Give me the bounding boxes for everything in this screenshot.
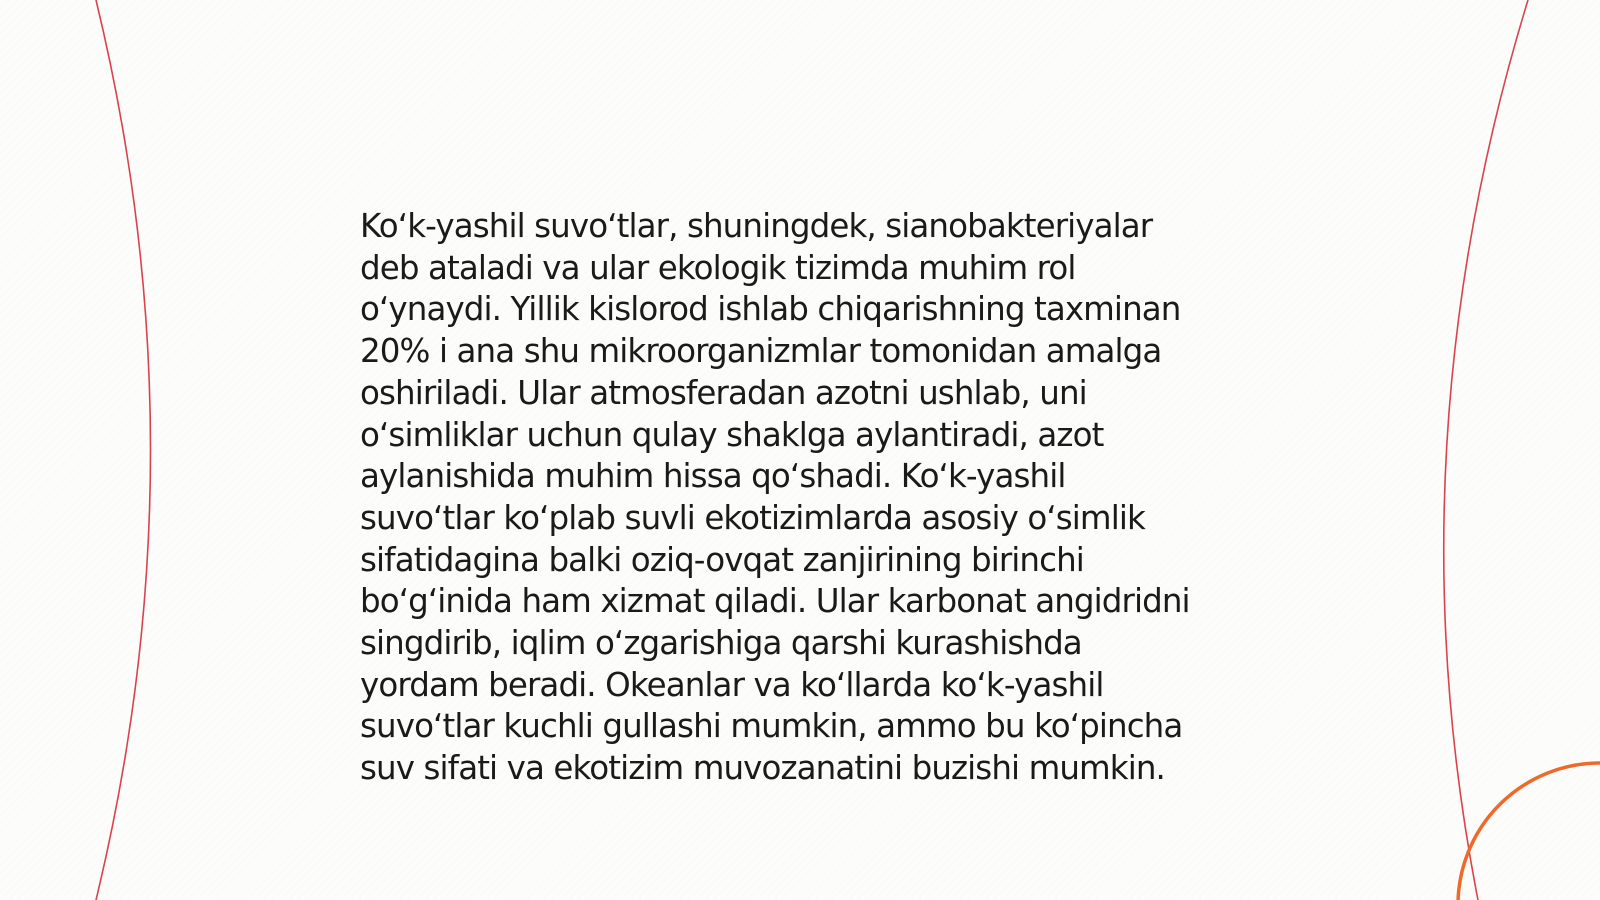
body-paragraph: Ko‘k-yashil suvo‘tlar, shuningdek, sianobakteriyalar deb ataladi va ular ekologik tizimda muhim rol o‘ynaydi. Yillik kislorod ishlab chiqarishning taxminan 20% i ana shu mikroorganizmlar tomonidan amalga oshiriladi. Ular atmosferadan azotni ushlab, uni o‘simliklar uchun qulay shaklga aylantiradi, azot aylanishida muhim hissa qo‘shadi. Ko‘k-yashil suvo‘tlar ko‘plab suvli ekotizimlarda asosiy o‘simlik sifatidagina balki oziq-ovqat zanjirining birinchi bo‘g‘inida ham xizmat qiladi. Ular karbonat angidridni singdirib, iqlim o‘zgarishiga qarshi kurashishda yordam beradi. Okeanlar va ko‘llarda ko‘k-yashil suvo‘tlar kuchli gullashi mumkin, ammo bu ko‘pincha suv sifati va ekotizim muvozanatini buzishi mumkin. <box>360 207 1190 788</box>
left-arc-decoration <box>96 0 151 900</box>
right-arc-decoration <box>1444 0 1528 900</box>
orange-circle-decoration <box>1458 763 1600 900</box>
